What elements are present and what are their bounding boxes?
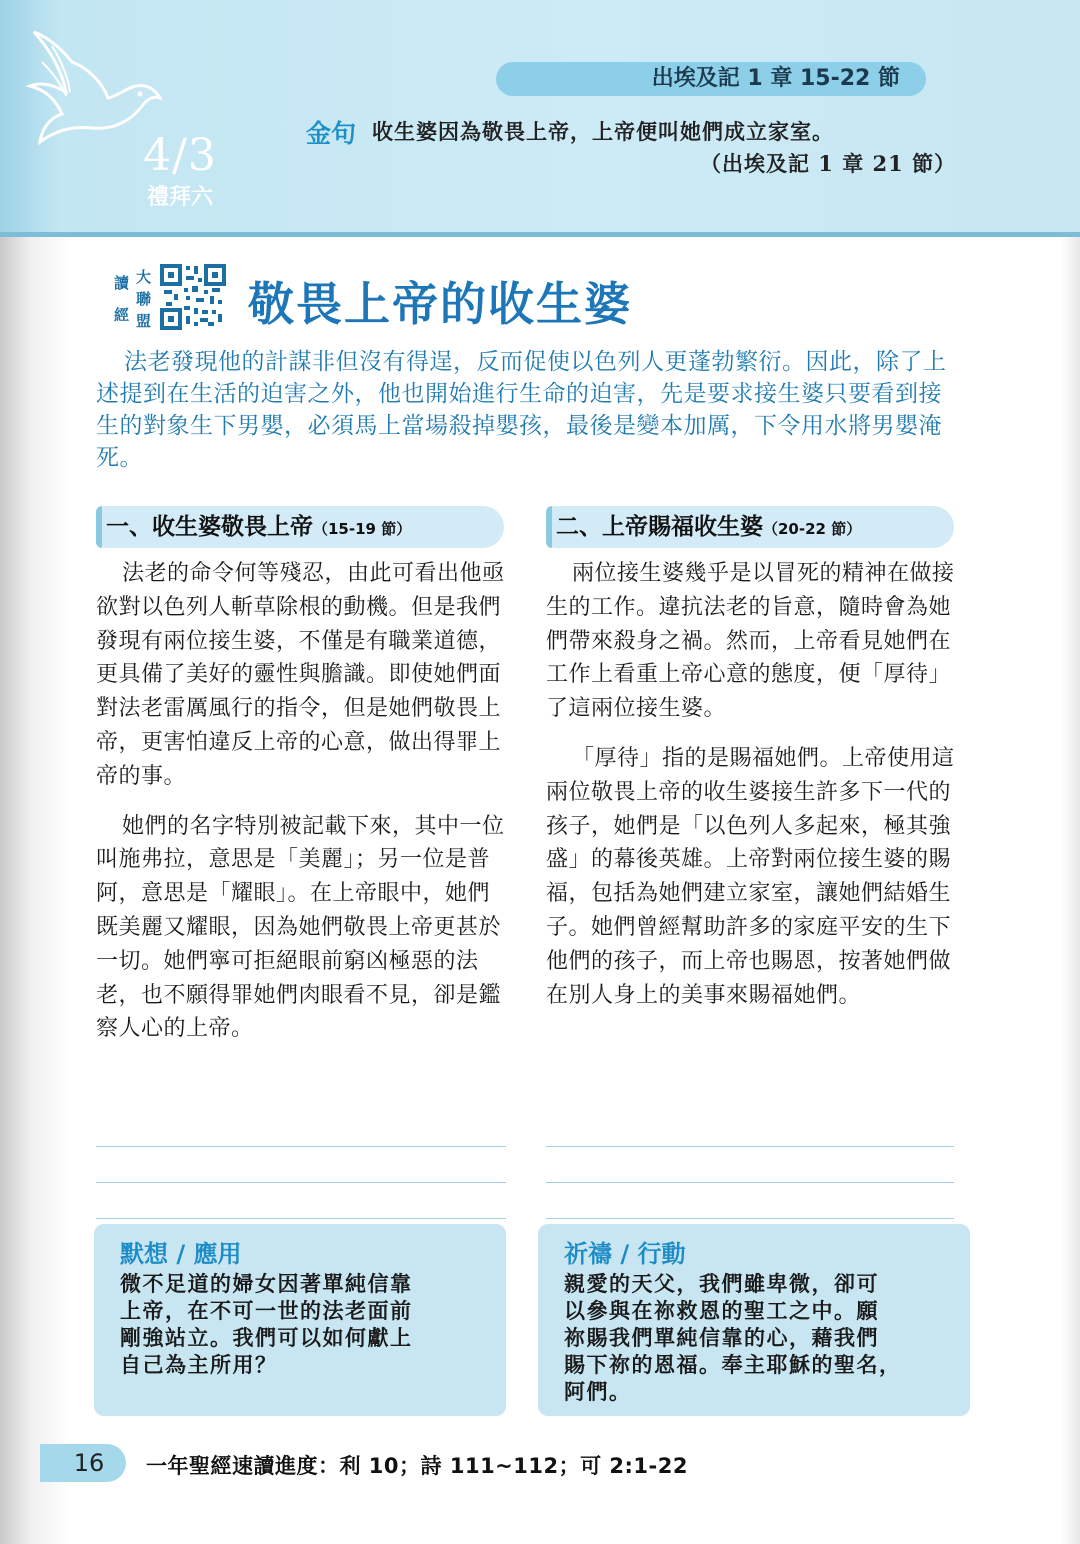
section-heading-1 [96, 506, 504, 548]
prayer-title: 祈禱 / 行動 [564, 1240, 686, 1268]
prayer-line: 親愛的天父，我們雖卑微，卻可 [564, 1271, 879, 1296]
section-1-title: 一、收生婆敬畏上帝 [106, 514, 313, 540]
section-2-paragraph-1: 兩位接生婆幾乎是以冒死的精神在做接生的工作。違抗法老的旨意，隨時會為她們帶來殺身之禍。然而，上帝看見她們在工作上看重上帝心意的態度，便「厚待」了這兩位接生婆。 [546, 561, 955, 722]
meditation-line: 上帝，在不可一世的法老面前 [120, 1298, 413, 1323]
prayer-box [538, 1224, 970, 1416]
section-heading-2 [546, 506, 954, 548]
note-line [96, 1146, 506, 1147]
note-line [96, 1182, 506, 1183]
golden-verse-reference: （出埃及記 1 章 21 節） [700, 151, 957, 176]
meditation-title: 默想 / 應用 [120, 1240, 242, 1268]
meditation-text [120, 1270, 413, 1378]
meditation-line: 剛強站立。我們可以如何獻上 [120, 1325, 413, 1350]
heading-accent-bar [96, 506, 102, 548]
qr-caption-char: 讀 [114, 274, 130, 292]
section-heading-1-text [106, 506, 411, 550]
meditation-box [94, 1224, 506, 1416]
section-heading-2-text [556, 506, 861, 550]
meditation-line: 自己為主所用？ [120, 1352, 278, 1377]
section-1-paragraph-1: 法老的命令何等殘忍，由此可看出他亟欲對以色列人斬草除根的動機。但是我們發現有兩位接生婆，不僅是有職業道德，更具備了美好的靈性與膽識。即使她們面對法老雷厲風行的指令，但是她們敬畏上帝，更害怕違反上帝的心意，做出得罪上帝的事。 [96, 561, 505, 789]
prayer-text [564, 1270, 902, 1405]
qr-code-icon[interactable] [160, 264, 226, 330]
meditation-line: 微不足道的婦女因著單純信靠 [120, 1271, 413, 1296]
section-2-verses: （20-22 節） [763, 520, 862, 538]
qr-caption-char: 大 [136, 268, 152, 286]
note-line [546, 1146, 954, 1147]
reading-progress: 一年聖經速讀進度：利 10；詩 111~112；可 2:1-22 [146, 1454, 688, 1478]
qr-caption-char: 盟 [136, 312, 152, 330]
qr-caption-char: 經 [114, 306, 130, 324]
note-line [546, 1182, 954, 1183]
golden-verse: 收生婆因為敬畏上帝，上帝便叫她們成立家室。 [372, 119, 834, 144]
section-1-verses: （15-19 節） [313, 520, 412, 538]
header-band [0, 0, 1080, 237]
weekday: 禮拜六 [146, 185, 213, 210]
date: 4/3 [143, 130, 217, 181]
prayer-line: 賜下祢的恩福。奉主耶穌的聖名， [564, 1352, 902, 1377]
intro-paragraph: 法老發現他的計謀非但沒有得逞，反而促使以色列人更蓬勃繁衍。因此，除了上述提到在生活的迫害之外，他也開始進行生命的迫害，先是要求接生婆只要看到接生的對象生下男嬰，必須馬上當場殺掉嬰孩，最後是變本加厲，下令用水將男嬰淹死。 [96, 349, 947, 471]
qr-caption [112, 266, 160, 330]
column-right [546, 557, 956, 1028]
heading-accent-bar [546, 506, 552, 548]
note-line [546, 1218, 954, 1219]
qr-caption-char: 聯 [136, 290, 152, 308]
prayer-line: 阿們。 [564, 1379, 632, 1404]
page-number: 16 [73, 1449, 105, 1477]
section-2-paragraph-2: 「厚待」指的是賜福她們。上帝使用這兩位敬畏上帝的收生婆接生許多下一代的孩子，她們是「以色列人多起來，極其強盛」的幕後英雄。上帝對兩位接生婆的賜福，包括為她們建立家室，讓她們結婚生子。她們曾經幫助許多的家庭平安的生下他們的孩子，而上帝也賜恩，按著她們做在別人身上的美事來賜福她們。 [546, 745, 955, 1008]
note-line [96, 1218, 506, 1219]
scripture-reference: 出埃及記 1 章 15-22 節 [496, 62, 926, 96]
prayer-line: 以參與在祢救恩的聖工之中。願 [564, 1298, 879, 1323]
section-2-title: 二、上帝賜福收生婆 [556, 514, 763, 540]
page-title: 敬畏上帝的收生婆 [248, 277, 632, 331]
column-left [96, 557, 506, 1062]
section-1-paragraph-2: 她們的名字特別被記載下來，其中一位叫施弗拉，意思是「美麗」；另一位是普阿，意思是「耀眼」。在上帝眼中，她們既美麗又耀眼，因為她們敬畏上帝更甚於一切。她們寧可拒絕眼前窮凶極惡的法老，也不願得罪她們肉眼看不見，卻是鑑察人心的上帝。 [96, 813, 505, 1042]
golden-verse-label: 金句 [306, 119, 357, 148]
prayer-line: 祢賜我們單純信靠的心，藉我們 [564, 1325, 879, 1350]
